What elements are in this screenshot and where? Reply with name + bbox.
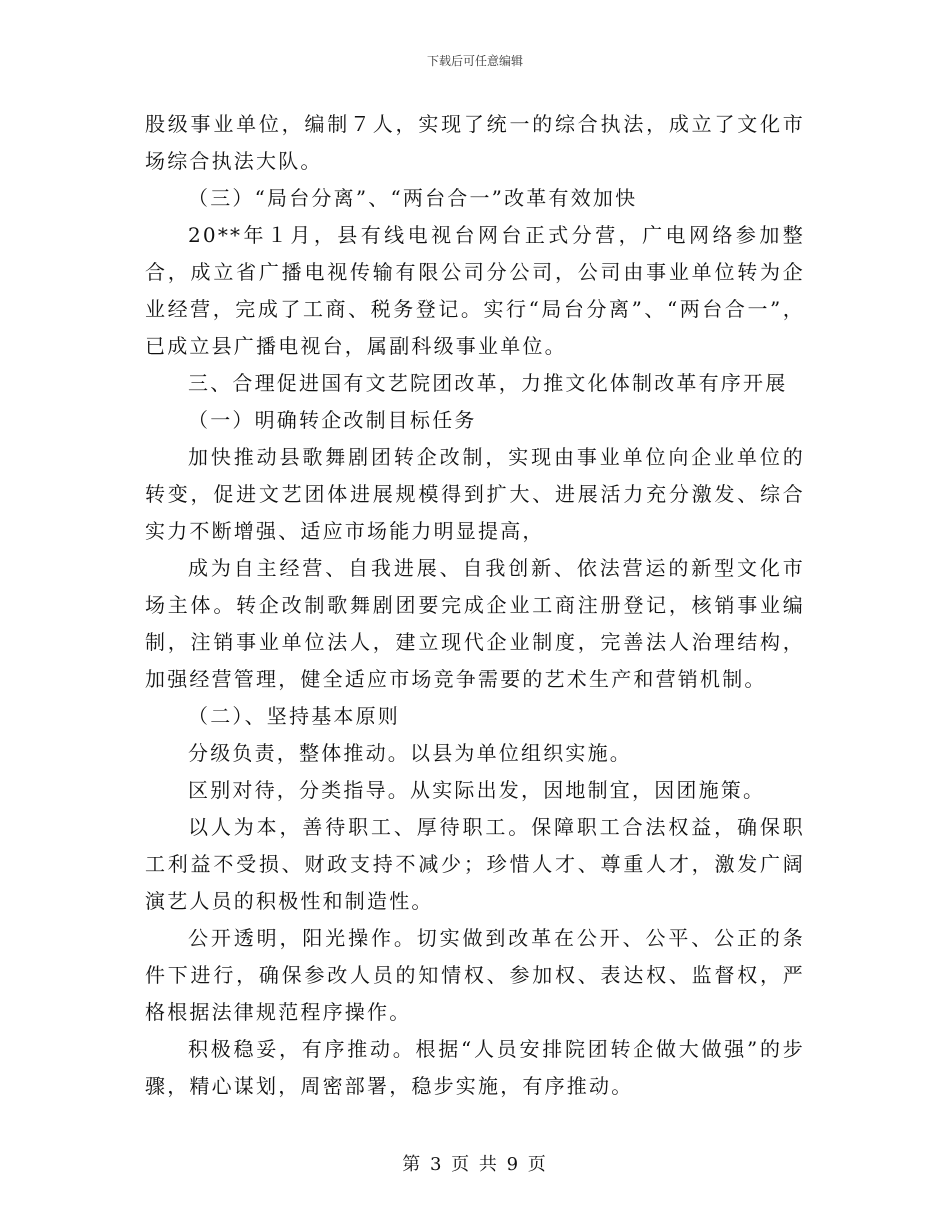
section-heading-3: （三）“局台分离”、“两台合一”改革有效加快: [188, 186, 638, 210]
paragraph-4: 成为自主经营、自我进展、自我创新、依法营运的新型文化市场主体。转企改制歌舞剧团要完成企业工商注册登记，核销事业编制，注销事业单位法人，建立现代企业制度，完善法人治理结构，加强经营管理，健全适应市场竞争需要的艺术生产和营销机制。: [145, 556, 805, 691]
paragraph-1: 股级事业单位，编制７人，实现了统一的综合执法，成立了文化市场综合执法大队。: [145, 112, 805, 173]
page-footer: 第 3 页 共 9 页: [402, 1154, 548, 1175]
page-header: 下载后可任意编辑: [426, 54, 523, 68]
principle-4: 公开透明，阳光操作。切实做到改革在公开、公平、公正的条件下进行，确保参改人员的知情权、参加权、表达权、监督权，严格根据法律规范程序操作。: [145, 926, 805, 1024]
principle-3: 以人为本，善待职工、厚待职工。保障职工合法权益，确保职工利益不受损、财政支持不减少；珍惜人才、尊重人才，激发广阔演艺人员的积极性和制造性。: [145, 815, 805, 913]
document-body: [145, 106, 805, 1105]
section-heading-2: （二）、坚持基本原则: [188, 704, 400, 728]
paragraph-2: 20**年１月，县有线电视台网台正式分营，广电网络参加整合，成立省广播电视传输有限公司分公司，公司由事业单位转为企业经营，完成了工商、税务登记。实行“局台分离”、“两台合一”，已成立县广播电视台，属副科级事业单位。: [145, 223, 805, 358]
paragraph-3: 加快推动县歌舞剧团转企改制，实现由事业单位向企业单位的转变，促进文艺团体进展规模得到扩大、进展活力充分激发、综合实力不断增强、适应市场能力明显提高，: [145, 445, 805, 543]
principle-1: 分级负责，整体推动。以县为单位组织实施。: [188, 741, 632, 765]
principle-2: 区别对待，分类指导。从实际出发，因地制宜，因团施策。: [188, 778, 766, 802]
chapter-heading-3: 三、合理促进国有文艺院团改革，力推文化体制改革有序开展: [188, 371, 788, 395]
principle-5: 积极稳妥，有序推动。根据“人员安排院团转企做大做强”的步骤，精心谋划，周密部署，稳步实施，有序推动。: [145, 1037, 805, 1098]
section-heading-1: （一）明确转企改制目标任务: [188, 408, 477, 432]
